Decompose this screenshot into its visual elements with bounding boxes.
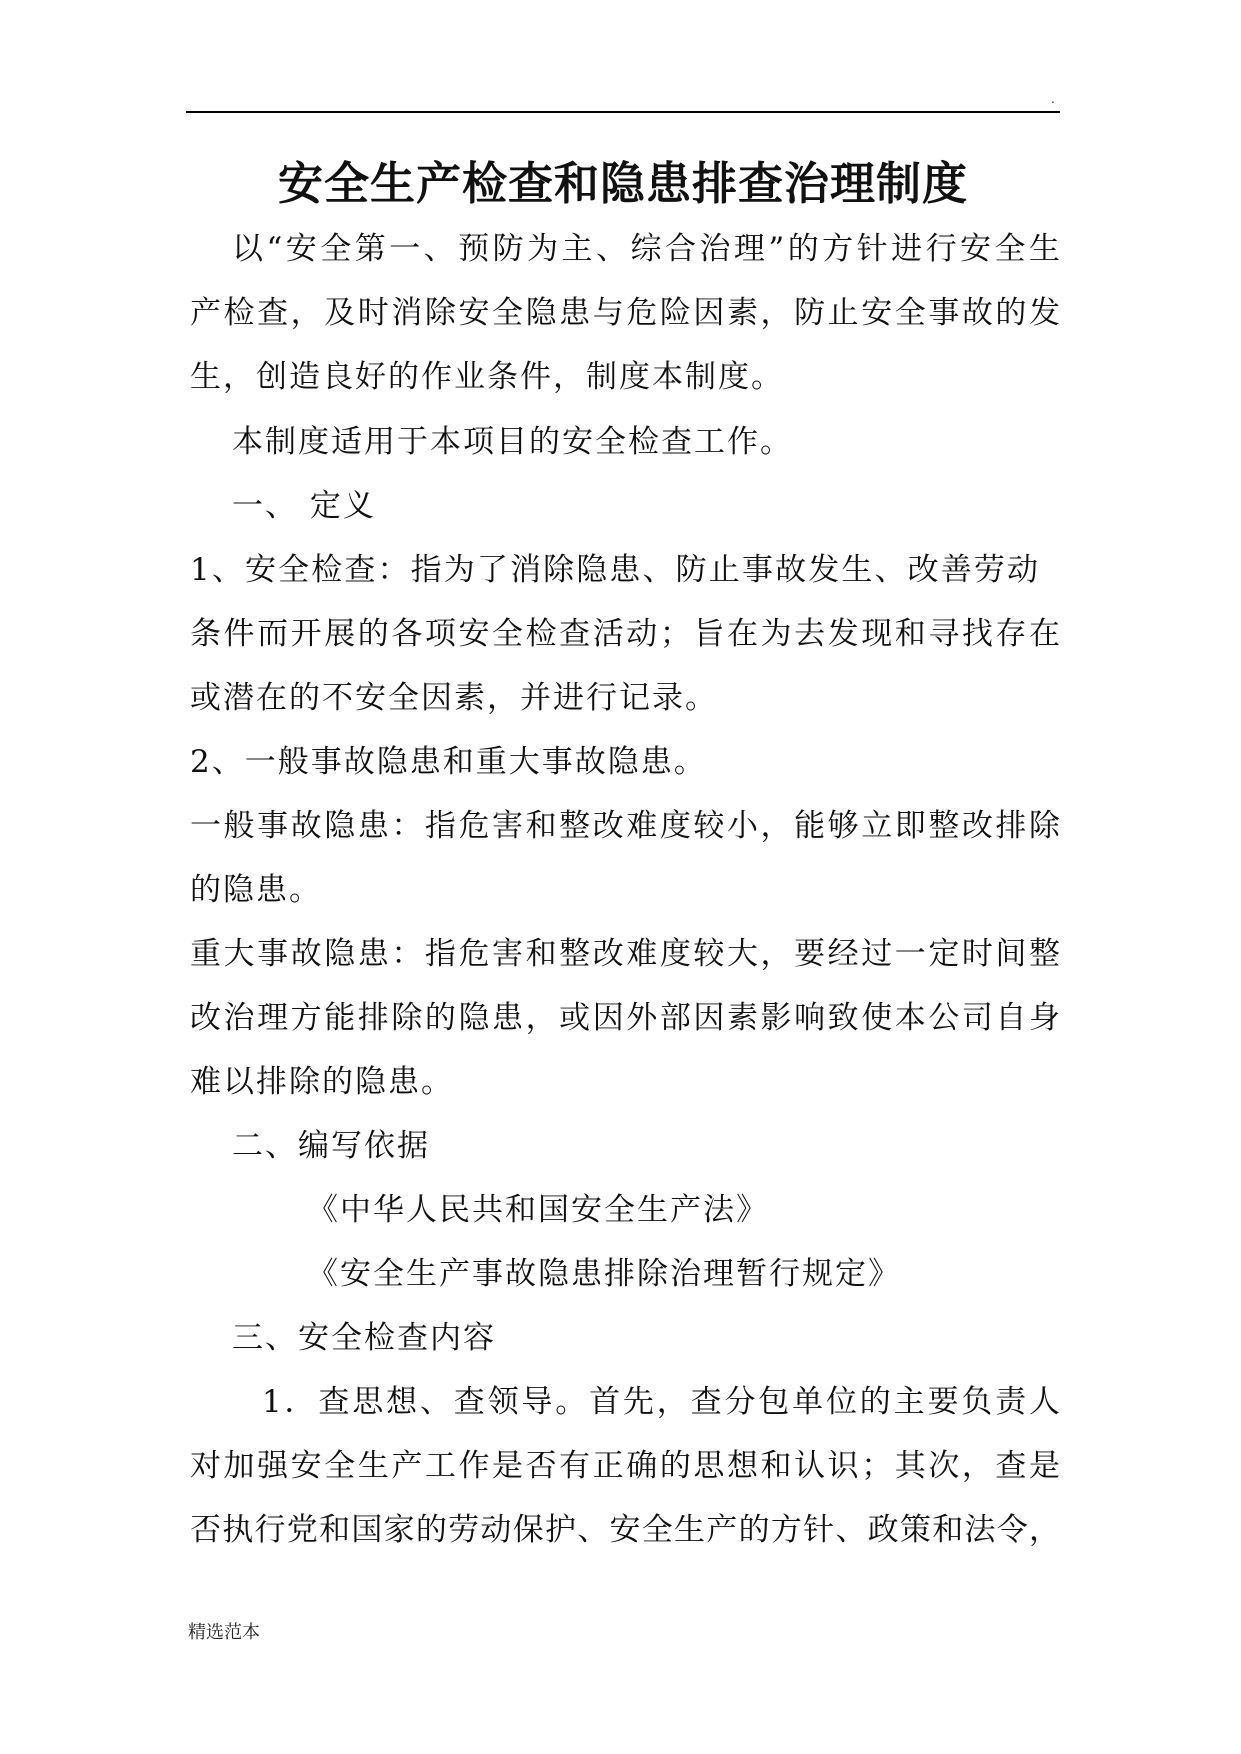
paragraph-line: 1、安全检查：指为了消除隐患、防止事故发生、改善劳动 bbox=[190, 552, 1038, 588]
paragraph-line: 改治理方能排除的隐患，或因外部因素影响致使本公司自身 bbox=[190, 1000, 1060, 1036]
section-heading: 一、 定义 bbox=[232, 488, 376, 524]
paragraph-line: 生，创造良好的作业条件，制度本制度。 bbox=[190, 359, 784, 395]
paragraph-line: 对加强安全生产工作是否有正确的思想和认识；其次，查是 bbox=[190, 1448, 1060, 1484]
paragraph-line: 的隐患。 bbox=[190, 872, 322, 908]
reference-item: 《安全生产事故隐患排除治理暂行规定》 bbox=[307, 1256, 901, 1292]
header-rule bbox=[186, 111, 1060, 113]
header-mark: . bbox=[1051, 92, 1055, 106]
document-title: 安全生产检查和隐患排查治理制度 bbox=[277, 157, 968, 210]
paragraph-line: 一般事故隐患：指危害和整改难度较小，能够立即整改排除 bbox=[190, 808, 1060, 844]
paragraph-line: 或潜在的不安全因素，并进行记录。 bbox=[190, 680, 718, 716]
paragraph-line: 1．查思想、查领导。首先，查分包单位的主要负责人 bbox=[262, 1384, 1060, 1420]
section-heading: 三、安全检查内容 bbox=[232, 1320, 496, 1356]
paragraph-line: 以“安全第一、预防为主、综合治理”的方针进行安全生 bbox=[232, 231, 1060, 267]
section-heading: 二、编写依据 bbox=[232, 1128, 430, 1164]
paragraph-line: 难以排除的隐患。 bbox=[190, 1064, 454, 1100]
paragraph-line: 否执行党和国家的劳动保护、安全生产的方针、政策和法令， bbox=[190, 1512, 1060, 1548]
paragraph-line: 重大事故隐患：指危害和整改难度较大，要经过一定时间整 bbox=[190, 936, 1060, 972]
paragraph-line: 产检查，及时消除安全隐患与危险因素，防止安全事故的发 bbox=[190, 295, 1060, 331]
paragraph-line: 条件而开展的各项安全检查活动；旨在为去发现和寻找存在 bbox=[190, 616, 1060, 652]
paragraph-line: 本制度适用于本项目的安全检查工作。 bbox=[232, 424, 793, 460]
page-footer: 精选范本 bbox=[188, 1622, 260, 1643]
paragraph-line: 2、一般事故隐患和重大事故隐患。 bbox=[190, 744, 707, 780]
reference-item: 《中华人民共和国安全生产法》 bbox=[307, 1192, 769, 1228]
